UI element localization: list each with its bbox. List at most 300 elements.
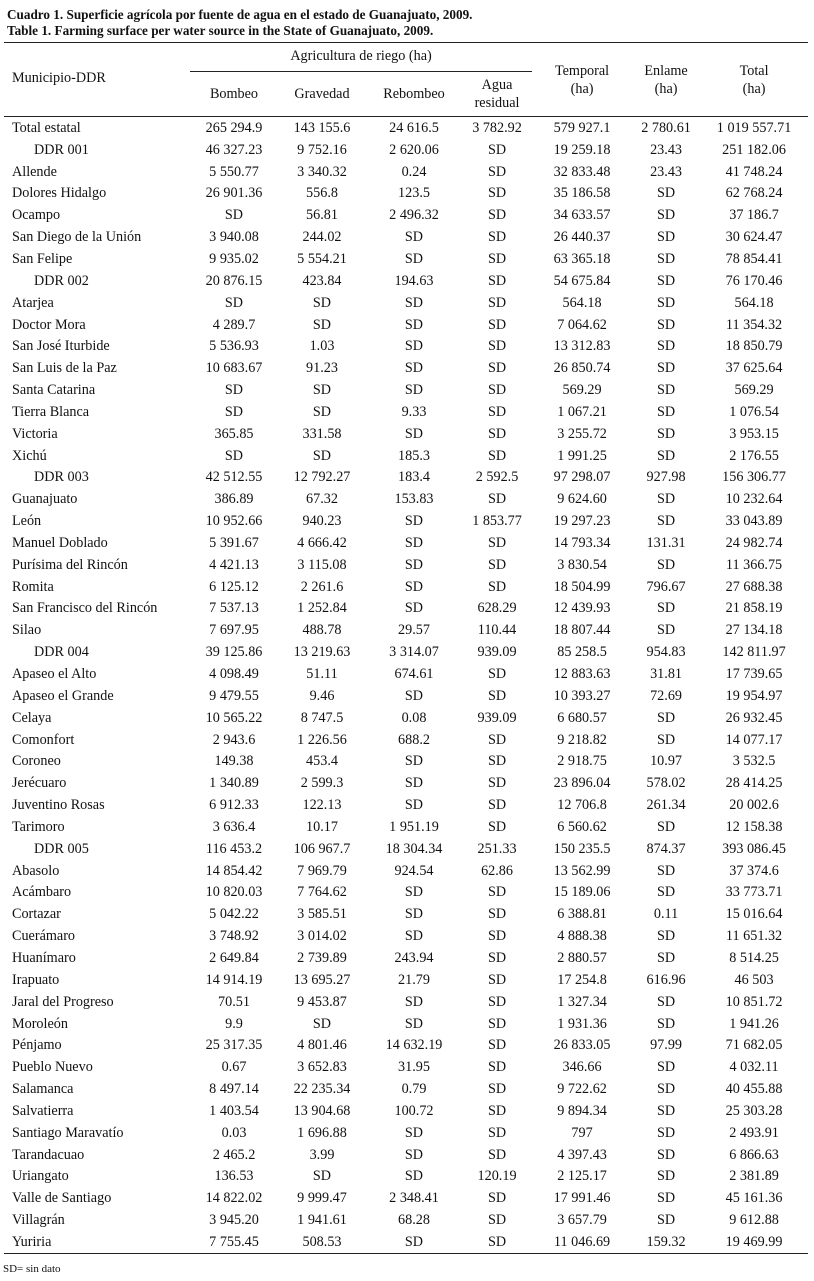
cell-rebombeo: SD xyxy=(404,534,424,551)
cell-total: 11 651.32 xyxy=(725,928,783,945)
cell-gravedad: 8 747.5 xyxy=(300,709,344,726)
cell-agua: SD xyxy=(487,163,507,180)
cell-bombeo: 386.89 xyxy=(214,491,254,508)
cell-rebombeo: SD xyxy=(404,556,424,573)
header-temporal xyxy=(532,43,632,117)
cell-gravedad: 1 252.84 xyxy=(297,600,347,617)
cell-total: 71 682.05 xyxy=(725,1037,783,1054)
cell-gravedad: SD xyxy=(312,316,332,333)
cell-total: 3 532.5 xyxy=(732,753,776,770)
cell-bombeo: 116 453.2 xyxy=(205,840,263,857)
cell-bombeo: SD xyxy=(224,447,244,464)
table-caption xyxy=(7,7,807,39)
cell-temporal: 3 657.79 xyxy=(557,1212,607,1229)
cell-agua: SD xyxy=(487,272,507,289)
cell-name: Total estatal xyxy=(12,119,81,136)
table-row xyxy=(4,750,808,772)
ddr-subtotal-row xyxy=(4,270,808,292)
table-row xyxy=(4,903,808,925)
cell-gravedad: 1.03 xyxy=(309,338,335,355)
cell-bombeo: 8 497.14 xyxy=(209,1081,259,1098)
cell-rebombeo: 9.33 xyxy=(401,403,427,420)
cell-enlame: SD xyxy=(656,1059,676,1076)
cell-bombeo: 5 550.77 xyxy=(209,163,259,180)
cell-agua: SD xyxy=(487,491,507,508)
cell-bombeo: 2 649.84 xyxy=(209,949,259,966)
cell-name: Abasolo xyxy=(12,862,60,879)
cell-name: Salvatierra xyxy=(12,1102,74,1119)
cell-bombeo: 365.85 xyxy=(214,425,254,442)
cell-bombeo: 3 945.20 xyxy=(209,1212,259,1229)
farming-surface-table xyxy=(4,43,808,1254)
cell-bombeo: SD xyxy=(224,403,244,420)
table-row xyxy=(4,663,808,685)
cell-rebombeo: 100.72 xyxy=(394,1102,434,1119)
cell-gravedad: 56.81 xyxy=(306,207,338,224)
cell-enlame: 874.37 xyxy=(646,840,686,857)
cell-gravedad: 13 904.68 xyxy=(293,1102,351,1119)
cell-enlame: 927.98 xyxy=(646,469,686,486)
cell-gravedad: SD xyxy=(312,1015,332,1032)
cell-bombeo: 0.67 xyxy=(221,1059,247,1076)
cell-total: 2 493.91 xyxy=(729,1124,779,1141)
cell-total: 393 086.45 xyxy=(722,840,786,857)
cell-gravedad: 122.13 xyxy=(302,797,342,814)
cell-rebombeo: 24 616.5 xyxy=(389,119,439,136)
cell-bombeo: 6 912.33 xyxy=(209,797,259,814)
cell-gravedad: SD xyxy=(312,1168,332,1185)
cell-total: 21 858.19 xyxy=(725,600,783,617)
cell-rebombeo: 123.5 xyxy=(398,185,430,202)
cell-gravedad: SD xyxy=(312,447,332,464)
table-row xyxy=(4,335,808,357)
cell-total: 2 381.89 xyxy=(729,1168,779,1185)
cell-rebombeo: 243.94 xyxy=(394,949,434,966)
table-row xyxy=(4,445,808,467)
cell-gravedad: 2 261.6 xyxy=(300,578,344,595)
cell-agua: SD xyxy=(487,403,507,420)
cell-rebombeo: SD xyxy=(366,1231,462,1253)
cell-enlame: 0.11 xyxy=(653,906,679,923)
cell-temporal: 4 888.38 xyxy=(557,928,607,945)
cell-enlame: SD xyxy=(656,993,676,1010)
cell-total: 12 158.38 xyxy=(725,818,783,835)
cell-total: 30 624.47 xyxy=(725,229,783,246)
cell-bombeo: 9 935.02 xyxy=(209,250,259,267)
cell-rebombeo: 688.2 xyxy=(398,731,430,748)
header-temporal-line2: (ha) xyxy=(570,80,594,97)
cell-temporal: 35 186.58 xyxy=(553,185,611,202)
cell-enlame: 616.96 xyxy=(646,971,686,988)
cell-gravedad: 3 585.51 xyxy=(297,906,347,923)
table-row xyxy=(4,991,808,1013)
cell-bombeo: 4 098.49 xyxy=(209,666,259,683)
cell-gravedad: 1 226.56 xyxy=(297,731,347,748)
cell-rebombeo: SD xyxy=(404,578,424,595)
cell-enlame: SD xyxy=(656,360,676,377)
table-row xyxy=(4,248,808,270)
cell-total: 1 941.26 xyxy=(729,1015,779,1032)
cell-agua: SD xyxy=(487,534,507,551)
cell-name: Tarandacuao xyxy=(12,1146,85,1163)
cell-agua: SD xyxy=(487,1015,507,1032)
cell-rebombeo: 21.79 xyxy=(398,971,430,988)
table-row xyxy=(4,1144,808,1166)
cell-agua: SD xyxy=(487,338,507,355)
cell-name: Apaseo el Alto xyxy=(12,666,97,683)
cell-bombeo: SD xyxy=(224,382,244,399)
header-gravedad: Gravedad xyxy=(278,72,366,117)
cell-total: 27 688.38 xyxy=(725,578,783,595)
cell-enlame: 23.43 xyxy=(650,141,682,158)
cell-total: 24 982.74 xyxy=(725,534,783,551)
cell-rebombeo: 185.3 xyxy=(398,447,430,464)
cell-temporal: 54 675.84 xyxy=(553,272,611,289)
table-row xyxy=(4,685,808,707)
table-row xyxy=(4,816,808,838)
cell-bombeo: 7 697.95 xyxy=(209,622,259,639)
cell-total: 564.18 xyxy=(734,294,774,311)
header-enlame-line1: Enlame xyxy=(644,62,688,79)
cell-gravedad: 556.8 xyxy=(306,185,338,202)
cell-temporal: 150 235.5 xyxy=(553,840,611,857)
cell-temporal: 63 365.18 xyxy=(553,250,611,267)
ddr-subtotal-row xyxy=(4,467,808,489)
cell-agua: SD xyxy=(487,316,507,333)
cell-name: Santa Catarina xyxy=(12,382,96,399)
table-row xyxy=(4,510,808,532)
cell-total: 11 354.32 xyxy=(725,316,783,333)
cell-bombeo: 9 479.55 xyxy=(209,687,259,704)
cell-enlame: SD xyxy=(656,884,676,901)
table-row xyxy=(4,794,808,816)
table-body xyxy=(4,117,808,1254)
cell-agua: 1 853.77 xyxy=(472,513,522,530)
cell-total: 156 306.77 xyxy=(722,469,786,486)
cell-bombeo: 2 465.2 xyxy=(212,1146,256,1163)
cell-bombeo: 14 822.02 xyxy=(205,1190,263,1207)
table-row xyxy=(4,1122,808,1144)
cell-name: Santiago Maravatío xyxy=(12,1124,124,1141)
cell-rebombeo: SD xyxy=(404,906,424,923)
footnote: SD= sin dato xyxy=(3,1263,61,1275)
cell-rebombeo: 29.57 xyxy=(398,622,430,639)
cell-rebombeo: SD xyxy=(404,360,424,377)
cell-rebombeo: 183.4 xyxy=(398,469,430,486)
cell-rebombeo: SD xyxy=(404,797,424,814)
cell-rebombeo: 3 314.07 xyxy=(389,644,439,661)
cell-total: 8 514.25 xyxy=(729,949,779,966)
cell-gravedad: 1 696.88 xyxy=(297,1124,347,1141)
cell-rebombeo: 153.83 xyxy=(394,491,434,508)
cell-agua: SD xyxy=(487,971,507,988)
cell-name: Doctor Mora xyxy=(12,316,86,333)
cell-gravedad: 9 999.47 xyxy=(297,1190,347,1207)
cell-rebombeo: 1 951.19 xyxy=(389,818,439,835)
cell-enlame: SD xyxy=(656,207,676,224)
cell-enlame: SD xyxy=(656,709,676,726)
cell-rebombeo: SD xyxy=(404,1146,424,1163)
cell-rebombeo: SD xyxy=(404,884,424,901)
cell-total: 251 182.06 xyxy=(722,141,786,158)
cell-total: 19 469.99 xyxy=(700,1231,808,1253)
cell-gravedad: 143 155.6 xyxy=(293,119,351,136)
cell-temporal: 23 896.04 xyxy=(553,775,611,792)
cell-bombeo: 20 876.15 xyxy=(205,272,263,289)
cell-name: Cortazar xyxy=(12,906,61,923)
table-row xyxy=(4,772,808,794)
cell-enlame: 261.34 xyxy=(646,797,686,814)
cell-rebombeo: 0.08 xyxy=(401,709,427,726)
cell-rebombeo: 2 620.06 xyxy=(389,141,439,158)
table-row xyxy=(4,401,808,423)
header-municipio: Municipio-DDR xyxy=(4,43,190,117)
cell-total: 41 748.24 xyxy=(725,163,783,180)
cell-enlame: SD xyxy=(656,1190,676,1207)
cell-enlame: SD xyxy=(656,316,676,333)
cell-agua: 251.33 xyxy=(477,840,517,857)
table-row xyxy=(4,969,808,991)
cell-total: 3 953.15 xyxy=(729,425,779,442)
cell-total: 27 134.18 xyxy=(725,622,783,639)
cell-agua: SD xyxy=(487,731,507,748)
cell-enlame: 159.32 xyxy=(632,1231,700,1253)
cell-rebombeo: SD xyxy=(404,753,424,770)
cell-bombeo: 10 683.67 xyxy=(205,360,263,377)
cell-rebombeo: 0.79 xyxy=(401,1081,427,1098)
cell-agua: SD xyxy=(487,578,507,595)
cell-total: 1 076.54 xyxy=(729,403,779,420)
cell-bombeo: 7 755.45 xyxy=(190,1231,278,1253)
cell-temporal: 6 560.62 xyxy=(557,818,607,835)
cell-temporal: 12 706.8 xyxy=(557,797,607,814)
cell-agua: 120.19 xyxy=(477,1168,517,1185)
cell-gravedad: 940.23 xyxy=(302,513,342,530)
cell-temporal: 9 624.60 xyxy=(557,491,607,508)
cell-enlame: SD xyxy=(656,513,676,530)
cell-agua: SD xyxy=(487,447,507,464)
cell-name: Atarjea xyxy=(12,294,54,311)
cell-gravedad: 9 752.16 xyxy=(297,141,347,158)
cell-enlame: SD xyxy=(656,382,676,399)
header-agua-line1: Agua xyxy=(481,77,513,93)
cell-rebombeo: SD xyxy=(404,294,424,311)
cell-total: 37 625.64 xyxy=(725,360,783,377)
cell-name: Villagrán xyxy=(12,1212,65,1229)
cell-agua: SD xyxy=(487,1146,507,1163)
cell-temporal: 12 439.93 xyxy=(553,600,611,617)
table-row xyxy=(4,576,808,598)
title-english: Table 1. Farming surface per water source in the State of Guanajuato, 2009. xyxy=(7,23,434,38)
cell-gravedad: SD xyxy=(312,382,332,399)
table-row xyxy=(4,183,808,205)
cell-bombeo: SD xyxy=(224,294,244,311)
cell-agua: SD xyxy=(487,775,507,792)
cell-temporal: 32 833.48 xyxy=(553,163,611,180)
table-row xyxy=(4,226,808,248)
cell-total: 45 161.36 xyxy=(725,1190,783,1207)
table-row xyxy=(4,357,808,379)
cell-rebombeo: SD xyxy=(404,687,424,704)
cell-agua: 939.09 xyxy=(477,709,517,726)
cell-enlame: 31.81 xyxy=(650,666,682,683)
cell-enlame: 97.99 xyxy=(650,1037,682,1054)
header-total xyxy=(700,43,808,117)
cell-temporal: 97 298.07 xyxy=(553,469,611,486)
cell-agua: SD xyxy=(487,928,507,945)
cell-total: 33 773.71 xyxy=(725,884,783,901)
cell-rebombeo: SD xyxy=(404,229,424,246)
cell-name: Romita xyxy=(12,578,54,595)
cell-agua: SD xyxy=(487,906,507,923)
cell-agua: SD xyxy=(487,382,507,399)
cell-gravedad: 7 764.62 xyxy=(297,884,347,901)
cell-enlame: SD xyxy=(656,1212,676,1229)
cell-total: 14 077.17 xyxy=(725,731,783,748)
cell-temporal: 569.29 xyxy=(562,382,602,399)
cell-rebombeo: 14 632.19 xyxy=(385,1037,443,1054)
cell-bombeo: 3 748.92 xyxy=(209,928,259,945)
cell-bombeo: 42 512.55 xyxy=(205,469,263,486)
cell-gravedad: 453.4 xyxy=(306,753,338,770)
cell-agua: 939.09 xyxy=(477,644,517,661)
cell-name: San Francisco del Rincón xyxy=(12,600,158,617)
cell-total: 142 811.97 xyxy=(722,644,786,661)
cell-enlame: SD xyxy=(656,1015,676,1032)
cell-name: Tierra Blanca xyxy=(12,403,90,420)
cell-gravedad: 508.53 xyxy=(278,1231,366,1253)
cell-name: Apaseo el Grande xyxy=(12,687,114,704)
table-row xyxy=(4,729,808,751)
title-spanish: Cuadro 1. Superficie agrícola por fuente de agua en el estado de Guanajuato, 2009. xyxy=(7,7,473,22)
cell-enlame: SD xyxy=(656,272,676,289)
cell-agua: SD xyxy=(487,250,507,267)
cell-temporal: 26 440.37 xyxy=(553,229,611,246)
cell-total: 17 739.65 xyxy=(725,666,783,683)
cell-agua: SD xyxy=(487,425,507,442)
cell-enlame: SD xyxy=(656,862,676,879)
cell-gravedad: 2 739.89 xyxy=(297,949,347,966)
cell-enlame: SD xyxy=(656,1146,676,1163)
cell-total: 20 002.6 xyxy=(729,797,779,814)
cell-enlame: SD xyxy=(656,818,676,835)
cell-name: DDR 004 xyxy=(34,644,89,661)
cell-name: Irapuato xyxy=(12,971,60,988)
cell-temporal: 2 918.75 xyxy=(557,753,607,770)
cell-enlame: SD xyxy=(656,731,676,748)
cell-name: San Luis de la Paz xyxy=(12,360,117,377)
cell-gravedad: 13 219.63 xyxy=(293,644,351,661)
cell-enlame: SD xyxy=(656,185,676,202)
cell-enlame: SD xyxy=(656,425,676,442)
table-row xyxy=(4,619,808,641)
cell-gravedad: 106 967.7 xyxy=(293,840,351,857)
cell-temporal: 564.18 xyxy=(562,294,602,311)
table-row xyxy=(4,925,808,947)
cell-gravedad: 9.46 xyxy=(309,687,335,704)
cell-temporal: 1 067.21 xyxy=(557,403,607,420)
cell-enlame: 131.31 xyxy=(646,534,686,551)
cell-total: 1 019 557.71 xyxy=(716,119,792,136)
table-row xyxy=(4,204,808,226)
cell-rebombeo: SD xyxy=(404,316,424,333)
cell-rebombeo: 924.54 xyxy=(394,862,434,879)
cell-bombeo: 14 854.42 xyxy=(205,862,263,879)
cell-rebombeo: SD xyxy=(404,250,424,267)
ddr-subtotal-row xyxy=(4,838,808,860)
cell-temporal: 15 189.06 xyxy=(553,884,611,901)
cell-bombeo: 14 914.19 xyxy=(205,971,263,988)
cell-gravedad: 13 695.27 xyxy=(293,971,351,988)
cell-agua: 110.44 xyxy=(477,622,517,639)
cell-name: Acámbaro xyxy=(12,884,72,901)
cell-name: Ocampo xyxy=(12,207,61,224)
header-bombeo: Bombeo xyxy=(190,72,278,117)
cell-temporal: 19 259.18 xyxy=(553,141,611,158)
cell-enlame: SD xyxy=(656,1124,676,1141)
cell-name: Coroneo xyxy=(12,753,61,770)
cell-temporal: 13 312.83 xyxy=(553,338,611,355)
cell-bombeo: 3 940.08 xyxy=(209,229,259,246)
cell-temporal: 346.66 xyxy=(562,1059,602,1076)
cell-total: 11 366.75 xyxy=(725,556,783,573)
cell-temporal: 4 397.43 xyxy=(557,1146,607,1163)
cell-name: Yuriria xyxy=(4,1231,190,1253)
table-row xyxy=(4,292,808,314)
cell-bombeo: 5 042.22 xyxy=(209,906,259,923)
cell-gravedad: 7 969.79 xyxy=(297,862,347,879)
cell-gravedad: 3.99 xyxy=(309,1146,335,1163)
cell-agua: SD xyxy=(487,1212,507,1229)
cell-gravedad: 4 666.42 xyxy=(297,534,347,551)
table-row xyxy=(4,532,808,554)
cell-rebombeo: 194.63 xyxy=(394,272,434,289)
cell-total: 9 612.88 xyxy=(729,1212,779,1229)
cell-bombeo: 4 289.7 xyxy=(212,316,256,333)
cell-temporal: 17 254.8 xyxy=(557,971,607,988)
cell-rebombeo: SD xyxy=(404,1015,424,1032)
cell-total: 40 455.88 xyxy=(725,1081,783,1098)
cell-name: Comonfort xyxy=(12,731,75,748)
cell-gravedad: 3 115.08 xyxy=(297,556,347,573)
cell-total: 78 854.41 xyxy=(725,250,783,267)
cell-bombeo: 1 340.89 xyxy=(209,775,259,792)
cell-agua: SD xyxy=(487,949,507,966)
cell-total: 18 850.79 xyxy=(725,338,783,355)
cell-bombeo: 2 943.6 xyxy=(212,731,256,748)
cell-total: 6 866.63 xyxy=(729,1146,779,1163)
cell-name: Uriangato xyxy=(12,1168,69,1185)
cell-name: Dolores Hidalgo xyxy=(12,185,107,202)
cell-total: 15 016.64 xyxy=(725,906,783,923)
cell-enlame: SD xyxy=(656,229,676,246)
cell-agua: SD xyxy=(487,666,507,683)
cell-total: 569.29 xyxy=(734,382,774,399)
cell-enlame: SD xyxy=(656,491,676,508)
ddr-subtotal-row xyxy=(4,139,808,161)
cell-gravedad: 51.11 xyxy=(306,666,338,683)
cell-temporal: 2 880.57 xyxy=(557,949,607,966)
cell-rebombeo: 68.28 xyxy=(398,1212,430,1229)
cell-temporal: 26 850.74 xyxy=(553,360,611,377)
cell-rebombeo: SD xyxy=(404,993,424,1010)
cell-gravedad: 3 014.02 xyxy=(297,928,347,945)
cell-bombeo: SD xyxy=(224,207,244,224)
cell-gravedad: 4 801.46 xyxy=(297,1037,347,1054)
cell-gravedad: 488.78 xyxy=(302,622,342,639)
cell-total: 46 503 xyxy=(734,971,774,988)
cell-bombeo: 4 421.13 xyxy=(209,556,259,573)
